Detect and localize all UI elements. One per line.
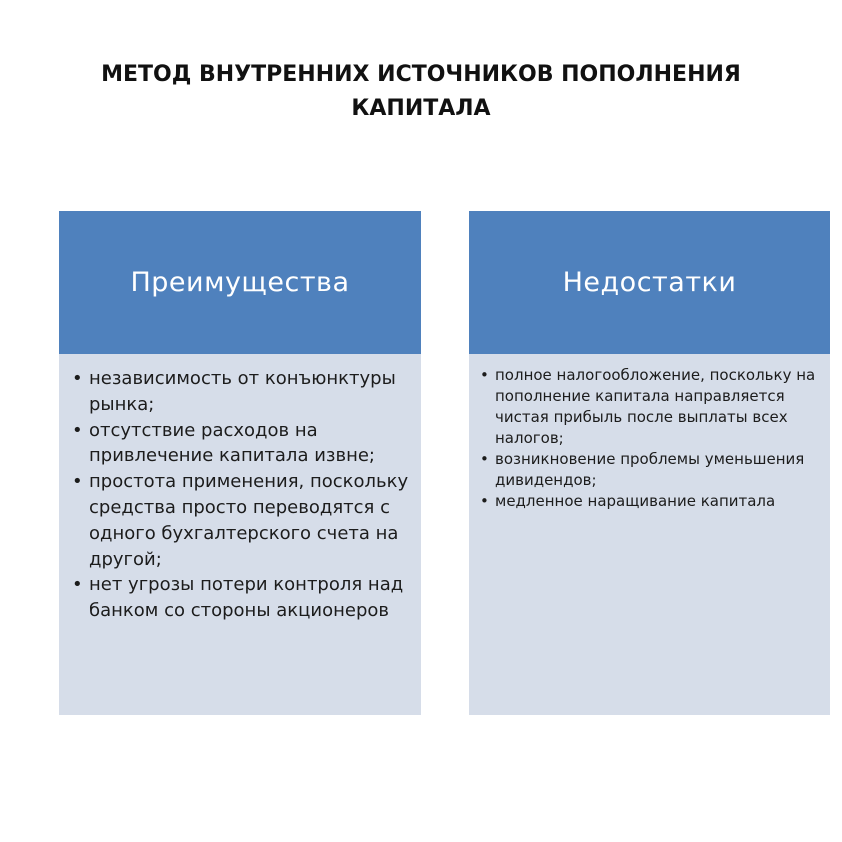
page-title xyxy=(0,58,842,126)
disadvantages-header: Недостатки xyxy=(469,211,830,354)
disadvantages-item: • медленное наращивание капитала xyxy=(479,491,822,512)
disadvantages-item: • полное налогообложение, поскольку на пополнение капитала направляется чистая прибыль после выплаты всех налогов; xyxy=(479,365,822,449)
advantages-header: Преимущества xyxy=(59,211,421,354)
advantages-item: • нет угрозы потери контроля над банком со стороны акционеров xyxy=(71,572,411,624)
disadvantages-body xyxy=(469,354,830,715)
disadvantages-list xyxy=(479,365,822,512)
disadvantages-item: • возникновение проблемы уменьшения дивидендов; xyxy=(479,449,822,491)
advantages-item: • простота применения, поскольку средства просто переводятся с одного бухгалтерского счета на другой; xyxy=(71,469,411,572)
disadvantages-column xyxy=(469,211,830,715)
advantages-list xyxy=(71,366,411,624)
advantages-item: • отсутствие расходов на привлечение капитала извне; xyxy=(71,418,411,470)
title-line-1: МЕТОД ВНУТРЕННИХ ИСТОЧНИКОВ ПОПОЛНЕНИЯ xyxy=(101,62,741,87)
advantages-body xyxy=(59,354,421,715)
advantages-column xyxy=(59,211,421,715)
title-line-2: КАПИТАЛА xyxy=(351,96,491,121)
advantages-item: • независимость от конъюнктуры рынка; xyxy=(71,366,411,418)
